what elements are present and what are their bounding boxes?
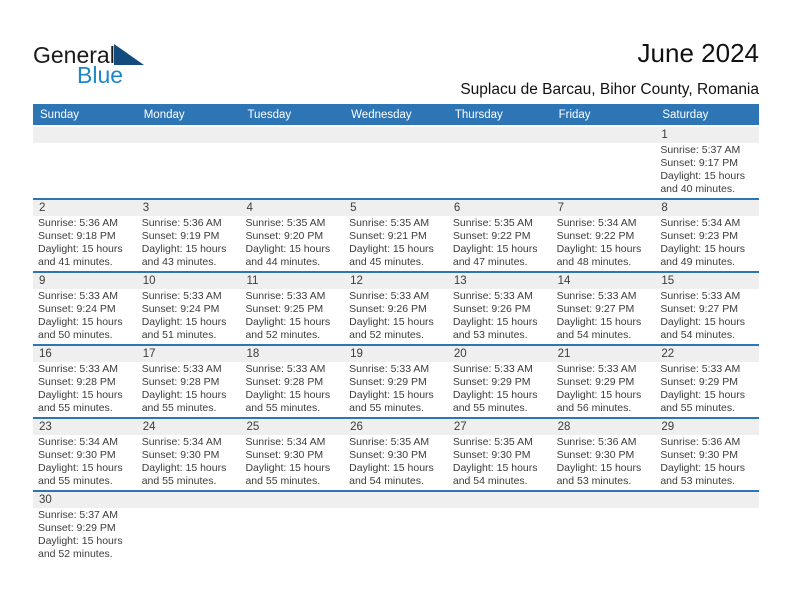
info-line: Daylight: 15 hours xyxy=(245,316,331,328)
day-cell-info xyxy=(655,363,759,415)
info-line: Sunrise: 5:33 AM xyxy=(556,363,637,375)
info-line: Daylight: 15 hours xyxy=(141,316,227,328)
day-info-row xyxy=(33,362,759,415)
info-line: Sunrise: 5:33 AM xyxy=(660,290,741,302)
day-number: 17 xyxy=(142,348,156,360)
info-line: Sunset: 9:23 PM xyxy=(660,230,738,242)
day-number: 7 xyxy=(557,202,564,214)
calendar-grid xyxy=(33,104,759,563)
info-line: and 48 minutes. xyxy=(556,256,632,268)
weeks-container xyxy=(33,127,759,563)
info-line: and 53 minutes. xyxy=(660,475,736,487)
day-number: 15 xyxy=(661,275,675,287)
info-line: Daylight: 15 hours xyxy=(38,535,123,547)
info-line: and 55 minutes. xyxy=(38,402,113,414)
info-line: and 53 minutes. xyxy=(556,475,632,487)
info-line: Sunrise: 5:33 AM xyxy=(452,363,533,375)
info-line: Sunset: 9:27 PM xyxy=(556,303,635,315)
info-line: Daylight: 15 hours xyxy=(245,462,331,474)
day-cell-info xyxy=(448,363,552,415)
info-line: Daylight: 15 hours xyxy=(452,243,538,255)
weekday-header-row xyxy=(33,104,759,125)
logo-word-blue: Blue xyxy=(77,62,124,88)
day-number: 26 xyxy=(350,421,363,433)
info-line: and 54 minutes. xyxy=(660,329,736,341)
day-info-row xyxy=(33,289,759,342)
week-row xyxy=(33,273,759,346)
info-line: Sunrise: 5:37 AM xyxy=(38,509,118,521)
day-number-strip xyxy=(33,419,759,435)
info-line: Sunrise: 5:34 AM xyxy=(556,217,637,229)
info-line: and 50 minutes. xyxy=(38,329,113,341)
info-line: Daylight: 15 hours xyxy=(38,462,123,474)
info-line: Daylight: 15 hours xyxy=(556,316,642,328)
day-cell-info xyxy=(344,217,448,269)
info-line: Sunrise: 5:36 AM xyxy=(38,217,118,229)
day-cell-info xyxy=(240,363,344,415)
day-cell-info xyxy=(137,144,241,196)
day-cell-info xyxy=(344,436,448,488)
info-line: and 45 minutes. xyxy=(349,256,424,268)
day-cell-info xyxy=(33,290,137,342)
day-cell-info xyxy=(655,217,759,269)
day-number-strip xyxy=(33,273,759,289)
day-info-row xyxy=(33,508,759,561)
day-cell-info xyxy=(552,290,656,342)
day-cell-info xyxy=(137,363,241,415)
day-cell-info xyxy=(240,509,344,561)
info-line: and 55 minutes. xyxy=(660,402,736,414)
info-line: and 55 minutes. xyxy=(141,475,217,487)
info-line: Sunset: 9:19 PM xyxy=(141,230,220,242)
day-number: 14 xyxy=(557,275,571,287)
info-line: and 55 minutes. xyxy=(245,402,321,414)
day-cell-info xyxy=(552,436,656,488)
info-line: and 44 minutes. xyxy=(245,256,321,268)
day-number: 11 xyxy=(246,275,259,287)
day-cell-info xyxy=(33,509,137,561)
info-line: Sunrise: 5:34 AM xyxy=(141,436,222,448)
day-cell-info xyxy=(240,217,344,269)
general-blue-logo xyxy=(33,42,153,89)
info-line: and 41 minutes. xyxy=(38,256,113,268)
info-line: Daylight: 15 hours xyxy=(38,316,123,328)
info-line: Daylight: 15 hours xyxy=(38,389,123,401)
info-line: Sunrise: 5:34 AM xyxy=(660,217,741,229)
day-cell-info xyxy=(240,144,344,196)
day-cell-info xyxy=(137,217,241,269)
info-line: and 54 minutes. xyxy=(452,475,528,487)
day-number: 12 xyxy=(350,275,363,287)
info-line: Sunrise: 5:33 AM xyxy=(245,363,326,375)
info-line: Sunset: 9:18 PM xyxy=(38,230,116,242)
info-line: Sunrise: 5:33 AM xyxy=(556,290,637,302)
day-cell-info xyxy=(33,436,137,488)
logo-word-general: General xyxy=(33,42,115,68)
info-line: and 52 minutes. xyxy=(245,329,321,341)
day-number: 13 xyxy=(453,275,467,287)
day-info-row xyxy=(33,435,759,488)
info-line: and 55 minutes. xyxy=(452,402,528,414)
info-line: Daylight: 15 hours xyxy=(141,243,227,255)
info-line: Daylight: 15 hours xyxy=(452,462,538,474)
info-line: Sunset: 9:30 PM xyxy=(245,449,324,461)
day-cell-info xyxy=(448,509,552,561)
info-line: Sunset: 9:29 PM xyxy=(349,376,427,388)
info-line: Daylight: 15 hours xyxy=(245,389,331,401)
info-line: Sunrise: 5:36 AM xyxy=(141,217,222,229)
week-row xyxy=(33,492,759,563)
day-cell-info xyxy=(344,290,448,342)
info-line: Daylight: 15 hours xyxy=(349,462,434,474)
info-line: Sunrise: 5:33 AM xyxy=(141,290,222,302)
day-number: 29 xyxy=(661,421,675,433)
info-line: Sunset: 9:30 PM xyxy=(660,449,738,461)
day-header-tuesday: Tuesday xyxy=(247,108,292,121)
day-number: 2 xyxy=(39,202,46,214)
info-line: Daylight: 15 hours xyxy=(660,389,745,401)
info-line: Sunrise: 5:34 AM xyxy=(38,436,118,448)
info-line: Sunrise: 5:34 AM xyxy=(245,436,326,448)
info-line: Daylight: 15 hours xyxy=(660,462,745,474)
info-line: Sunset: 9:28 PM xyxy=(141,376,220,388)
info-line: Sunset: 9:28 PM xyxy=(38,376,116,388)
info-line: Daylight: 15 hours xyxy=(349,243,434,255)
day-number: 9 xyxy=(39,275,46,287)
day-cell-info xyxy=(137,290,241,342)
day-cell-info xyxy=(655,509,759,561)
day-info-row xyxy=(33,143,759,196)
info-line: Sunset: 9:29 PM xyxy=(556,376,635,388)
info-line: Sunrise: 5:36 AM xyxy=(556,436,637,448)
info-line: Sunset: 9:29 PM xyxy=(452,376,531,388)
info-line: and 52 minutes. xyxy=(349,329,424,341)
day-number: 18 xyxy=(246,348,260,360)
info-line: Sunrise: 5:35 AM xyxy=(452,436,533,448)
day-number: 3 xyxy=(142,202,150,214)
info-line: Sunrise: 5:33 AM xyxy=(349,290,430,302)
info-line: Sunset: 9:25 PM xyxy=(245,303,324,315)
day-cell-info xyxy=(448,436,552,488)
day-cell-info xyxy=(655,436,759,488)
day-cell-info xyxy=(655,290,759,342)
info-line: Sunrise: 5:36 AM xyxy=(660,436,741,448)
day-header-sunday: Sunday xyxy=(40,108,80,121)
day-number: 1 xyxy=(661,129,668,141)
info-line: Sunset: 9:29 PM xyxy=(660,376,738,388)
week-row xyxy=(33,419,759,492)
day-number: 4 xyxy=(246,202,253,214)
info-line: Sunrise: 5:35 AM xyxy=(245,217,326,229)
info-line: Sunset: 9:30 PM xyxy=(141,449,220,461)
info-line: and 54 minutes. xyxy=(556,329,632,341)
day-cell-info xyxy=(33,363,137,415)
day-cell-info xyxy=(552,509,656,561)
info-line: Daylight: 15 hours xyxy=(141,462,227,474)
info-line: Daylight: 15 hours xyxy=(141,389,227,401)
info-line: and 51 minutes. xyxy=(141,329,217,341)
header-titles xyxy=(460,38,759,99)
day-number: 25 xyxy=(246,421,260,433)
info-line: Daylight: 15 hours xyxy=(556,389,642,401)
day-cell-info xyxy=(344,363,448,415)
day-number: 5 xyxy=(350,202,357,214)
info-line: Daylight: 15 hours xyxy=(38,243,123,255)
day-number: 28 xyxy=(557,421,571,433)
info-line: Sunset: 9:29 PM xyxy=(38,522,116,534)
day-number-strip xyxy=(33,492,759,508)
day-cell-info xyxy=(137,509,241,561)
day-number: 8 xyxy=(661,202,668,214)
info-line: and 47 minutes. xyxy=(452,256,528,268)
info-line: and 52 minutes. xyxy=(38,548,113,560)
info-line: Sunset: 9:24 PM xyxy=(141,303,220,315)
info-line: Sunset: 9:30 PM xyxy=(556,449,635,461)
day-cell-info xyxy=(552,217,656,269)
day-number-strip xyxy=(33,346,759,362)
day-header-friday: Friday xyxy=(558,108,591,121)
location-subtitle: Suplacu de Barcau, Bihor County, Romania xyxy=(460,81,759,98)
info-line: Sunrise: 5:33 AM xyxy=(245,290,326,302)
day-cell-info xyxy=(552,363,656,415)
info-line: Sunset: 9:21 PM xyxy=(349,230,427,242)
info-line: and 40 minutes. xyxy=(660,183,736,195)
day-cell-info xyxy=(344,144,448,196)
day-cell-info xyxy=(448,290,552,342)
day-number: 20 xyxy=(453,348,467,360)
day-cell-info xyxy=(240,290,344,342)
info-line: Sunset: 9:22 PM xyxy=(452,230,531,242)
week-row xyxy=(33,346,759,419)
info-line: Sunrise: 5:33 AM xyxy=(141,363,222,375)
info-line: Daylight: 15 hours xyxy=(556,243,642,255)
day-number-strip xyxy=(33,127,759,143)
day-cell-info xyxy=(448,144,552,196)
day-cell-info xyxy=(240,436,344,488)
day-header-thursday: Thursday xyxy=(454,108,503,121)
week-row xyxy=(33,200,759,273)
info-line: and 55 minutes. xyxy=(141,402,217,414)
day-number-strip xyxy=(33,200,759,216)
day-cell-info xyxy=(655,144,759,196)
info-line: and 55 minutes. xyxy=(38,475,113,487)
info-line: Sunrise: 5:35 AM xyxy=(349,217,430,229)
day-number: 30 xyxy=(39,494,52,506)
info-line: Sunrise: 5:33 AM xyxy=(38,290,118,302)
week-row xyxy=(33,127,759,200)
info-line: and 53 minutes. xyxy=(452,329,528,341)
day-cell-info xyxy=(344,509,448,561)
info-line: Daylight: 15 hours xyxy=(245,243,331,255)
info-line: Sunset: 9:24 PM xyxy=(38,303,116,315)
info-line: and 43 minutes. xyxy=(141,256,217,268)
day-header-monday: Monday xyxy=(143,108,185,121)
info-line: Daylight: 15 hours xyxy=(452,316,538,328)
info-line: Sunrise: 5:35 AM xyxy=(452,217,533,229)
day-number: 27 xyxy=(453,421,467,433)
day-header-wednesday: Wednesday xyxy=(351,108,412,121)
info-line: Sunrise: 5:35 AM xyxy=(349,436,430,448)
info-line: Daylight: 15 hours xyxy=(660,243,745,255)
day-cell-info xyxy=(448,217,552,269)
info-line: Daylight: 15 hours xyxy=(452,389,538,401)
info-line: Sunset: 9:17 PM xyxy=(660,157,738,169)
info-line: Sunset: 9:28 PM xyxy=(245,376,324,388)
info-line: Sunset: 9:30 PM xyxy=(452,449,531,461)
info-line: Sunset: 9:30 PM xyxy=(349,449,427,461)
day-cell-info xyxy=(552,144,656,196)
day-number: 21 xyxy=(557,348,571,360)
info-line: Sunrise: 5:33 AM xyxy=(38,363,118,375)
info-line: Daylight: 15 hours xyxy=(349,389,434,401)
info-line: Daylight: 15 hours xyxy=(556,462,642,474)
day-number: 22 xyxy=(661,348,675,360)
day-number: 6 xyxy=(453,202,461,214)
info-line: Sunrise: 5:33 AM xyxy=(452,290,533,302)
day-cell-info xyxy=(137,436,241,488)
day-header-saturday: Saturday xyxy=(662,108,709,121)
day-number: 19 xyxy=(350,348,363,360)
info-line: Daylight: 15 hours xyxy=(660,170,745,182)
info-line: and 55 minutes. xyxy=(349,402,424,414)
day-number: 23 xyxy=(39,421,52,433)
info-line: Sunset: 9:26 PM xyxy=(452,303,531,315)
info-line: Sunrise: 5:37 AM xyxy=(660,144,741,156)
month-title: June 2024 xyxy=(637,38,759,68)
day-cell-info xyxy=(33,144,137,196)
info-line: Daylight: 15 hours xyxy=(349,316,434,328)
info-line: and 49 minutes. xyxy=(660,256,736,268)
info-line: and 56 minutes. xyxy=(556,402,632,414)
info-line: Sunset: 9:26 PM xyxy=(349,303,427,315)
info-line: and 54 minutes. xyxy=(349,475,424,487)
info-line: Sunrise: 5:33 AM xyxy=(660,363,741,375)
info-line: Sunset: 9:30 PM xyxy=(38,449,116,461)
day-number: 10 xyxy=(142,275,156,287)
day-number: 24 xyxy=(142,421,156,433)
info-line: Sunrise: 5:33 AM xyxy=(349,363,430,375)
day-info-row xyxy=(33,216,759,269)
day-number: 16 xyxy=(39,348,52,360)
day-cell-info xyxy=(33,217,137,269)
info-line: Sunset: 9:20 PM xyxy=(245,230,324,242)
info-line: Sunset: 9:22 PM xyxy=(556,230,635,242)
info-line: Daylight: 15 hours xyxy=(660,316,745,328)
info-line: and 55 minutes. xyxy=(245,475,321,487)
info-line: Sunset: 9:27 PM xyxy=(660,303,738,315)
